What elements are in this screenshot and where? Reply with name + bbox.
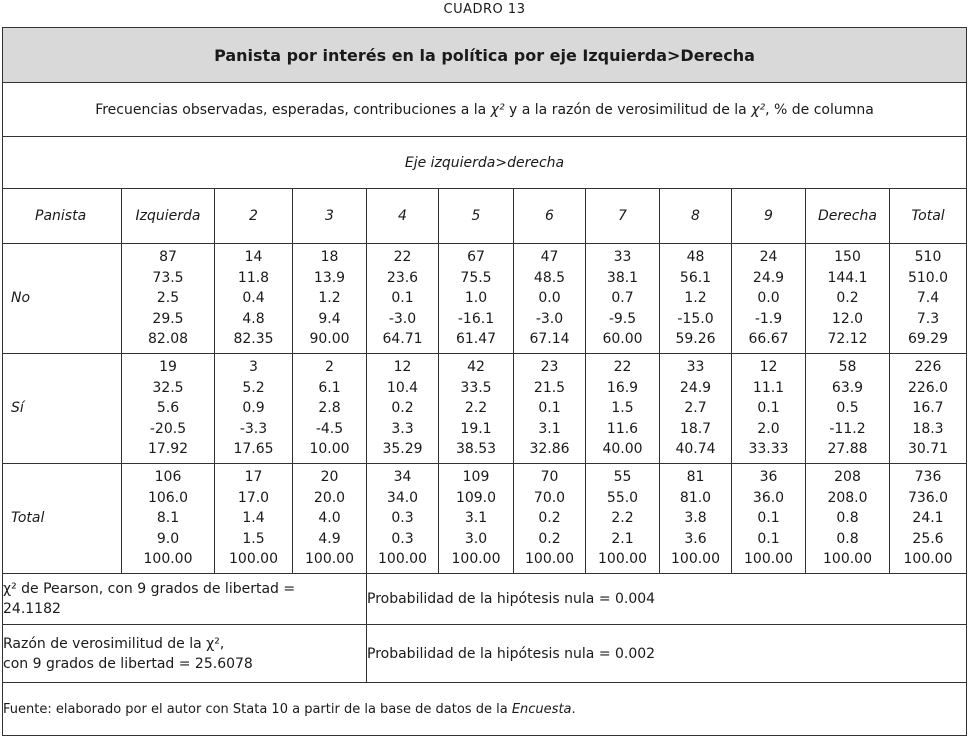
cell-value: 100.00: [903, 551, 953, 568]
table-row: [3, 244, 967, 354]
cell-value: 33: [613, 249, 632, 266]
cell-value: 226.0: [907, 379, 949, 396]
cell-value: -3.3: [239, 420, 268, 437]
cell-value: 1.5: [242, 530, 265, 547]
cell-value: 4.9: [318, 530, 341, 547]
stat-line: Razón de verosimilitud de la χ²,: [3, 635, 225, 652]
cell-value: 56.1: [679, 269, 712, 286]
cell-value: 2.7: [684, 400, 707, 417]
cell-value: 23.6: [386, 269, 419, 286]
cell-value: 0.8: [836, 530, 859, 547]
cell-value: 208.0: [827, 489, 868, 506]
cell-value: -3.0: [388, 310, 417, 327]
cell-value: 38.53: [455, 441, 497, 458]
cell-value: 100.00: [229, 551, 278, 568]
cell-value: 109.0: [455, 489, 497, 506]
cell-value: 12: [759, 359, 778, 376]
column-header: 5: [439, 189, 514, 244]
table-cell: [806, 244, 890, 354]
cell-value: 0.1: [757, 530, 780, 547]
cell-value: 19.1: [460, 420, 492, 437]
cell-value: 66.67: [748, 331, 789, 348]
table-cell: [890, 354, 967, 464]
table-cell: [293, 244, 367, 354]
column-header: 9: [732, 189, 806, 244]
cell-value: 63.9: [831, 379, 864, 396]
column-header: 4: [367, 189, 439, 244]
cell-value: 100.00: [744, 551, 793, 568]
cell-value: 2.2: [464, 400, 488, 417]
table-row: [3, 354, 967, 464]
cell-value: 81: [686, 469, 705, 486]
table-title: Panista por interés en la política por eje Izquierda>Derecha: [3, 28, 967, 83]
cell-value: 75.5: [460, 269, 492, 286]
cell-value: 0.0: [538, 290, 561, 307]
cell-value: 29.5: [152, 310, 184, 327]
cell-value: 106.0: [147, 489, 189, 506]
cell-value: 17.0: [237, 489, 270, 506]
cell-value: 0.2: [538, 510, 561, 527]
cell-value: 82.35: [233, 331, 274, 348]
cell-value: 20: [320, 469, 339, 486]
cell-value: 0.2: [391, 400, 414, 417]
table-cell: [514, 354, 586, 464]
column-header: 7: [586, 189, 660, 244]
cell-value: 40.00: [602, 441, 643, 458]
cell-value: 150: [834, 249, 861, 266]
table-cell: [367, 354, 439, 464]
column-header: 3: [293, 189, 367, 244]
cell-value: 16.9: [606, 379, 639, 396]
cell-value: 18.3: [912, 420, 944, 437]
cell-value: 736: [914, 469, 942, 486]
subtitle-part3: , % de columna: [765, 101, 874, 118]
cell-value: 33.5: [460, 379, 492, 396]
cell-value: 0.0: [757, 290, 780, 307]
cell-value: 24: [759, 249, 778, 266]
cell-value: 24.9: [752, 269, 785, 286]
header-row: [3, 189, 967, 244]
chi-square-symbol: χ²: [490, 101, 505, 118]
cell-value: 32.5: [152, 379, 184, 396]
table-cell: [732, 464, 806, 574]
table-cell: [732, 354, 806, 464]
cell-value: 47: [540, 249, 559, 266]
cell-value: 3.1: [538, 420, 561, 437]
source-note: [3, 683, 967, 736]
table-cell: [367, 464, 439, 574]
cell-value: 64.71: [382, 331, 423, 348]
cell-value: 9.4: [318, 310, 341, 327]
cell-value: 59.26: [675, 331, 716, 348]
cell-value: 22: [393, 249, 412, 266]
cell-value: 87: [159, 249, 177, 266]
table-cell: [215, 354, 293, 464]
cell-value: 60.00: [602, 331, 643, 348]
cell-value: 2.2: [611, 510, 634, 527]
cell-value: 33: [686, 359, 705, 376]
cell-value: 40.74: [675, 441, 716, 458]
cell-value: 3.8: [684, 510, 707, 527]
cell-value: 736.0: [907, 489, 949, 506]
cell-value: 36: [759, 469, 778, 486]
likelihood-ratio-label: [3, 625, 367, 683]
cell-value: 100.00: [143, 551, 193, 568]
subtitle-part2: y a la razón de verosimilitud de la: [509, 101, 747, 118]
cell-value: 0.7: [611, 290, 634, 307]
table-cell: [122, 244, 215, 354]
cell-value: 100.00: [451, 551, 501, 568]
column-header: Total: [890, 189, 967, 244]
table-cell: [732, 244, 806, 354]
cell-value: 7.3: [916, 310, 940, 327]
cell-value: 144.1: [827, 269, 868, 286]
cell-value: 100.00: [305, 551, 354, 568]
cell-value: 3.3: [391, 420, 414, 437]
table-cell: [514, 464, 586, 574]
likelihood-probability: Probabilidad de la hipótesis nula = 0.002: [367, 625, 967, 683]
table-row: [3, 464, 967, 574]
table-cell: [660, 464, 732, 574]
table-cell: [890, 244, 967, 354]
cell-value: 27.88: [827, 441, 868, 458]
cell-value: 25.6: [912, 530, 944, 547]
cell-value: 0.1: [757, 400, 780, 417]
cell-value: 0.5: [836, 400, 859, 417]
table-cell: [890, 464, 967, 574]
table-caption: CUADRO 13: [443, 2, 526, 17]
cell-value: 7.4: [916, 290, 940, 307]
cell-value: -9.5: [608, 310, 637, 327]
source-end: .: [571, 701, 576, 717]
cell-value: 42: [467, 359, 485, 376]
cell-value: 100.00: [671, 551, 720, 568]
table-cell: [660, 354, 732, 464]
cell-value: 106: [154, 469, 182, 486]
cell-value: 226: [914, 359, 942, 376]
cell-value: 2.5: [156, 290, 180, 307]
cell-value: 1.2: [318, 290, 341, 307]
column-header: Panista: [3, 189, 122, 244]
cell-value: 100.00: [378, 551, 427, 568]
cell-value: 2.8: [318, 400, 341, 417]
cell-value: 11.1: [752, 379, 785, 396]
cell-value: 82.08: [147, 331, 189, 348]
cell-value: 0.3: [391, 530, 414, 547]
cell-value: 70: [540, 469, 559, 486]
pearson-chi2-label: [3, 574, 367, 625]
cell-value: 0.1: [757, 510, 780, 527]
cell-value: -3.0: [535, 310, 564, 327]
cell-value: 9.0: [156, 530, 180, 547]
table-cell: [293, 354, 367, 464]
cell-value: 1.0: [464, 290, 488, 307]
table-cell: [367, 244, 439, 354]
cell-value: 100.00: [823, 551, 872, 568]
table-cell: [806, 464, 890, 574]
table-cell: [586, 464, 660, 574]
cell-value: 17: [244, 469, 263, 486]
cell-value: 0.1: [391, 290, 414, 307]
cell-value: 208: [834, 469, 861, 486]
cell-value: 23: [540, 359, 559, 376]
cell-value: 0.2: [538, 530, 561, 547]
table-cell: [439, 354, 514, 464]
subtitle-part1: Frecuencias observadas, esperadas, contribuciones a la: [95, 101, 487, 118]
cell-value: 0.1: [538, 400, 561, 417]
cell-value: 0.4: [242, 290, 265, 307]
cell-value: 48.5: [533, 269, 566, 286]
axis-title: Eje izquierda>derecha: [3, 137, 967, 189]
cell-value: -15.0: [677, 310, 714, 327]
cell-value: 67: [467, 249, 485, 266]
cell-value: 10.00: [309, 441, 350, 458]
table-cell: [293, 464, 367, 574]
cell-value: 24.1: [912, 510, 944, 527]
cell-value: 1.2: [684, 290, 707, 307]
pearson-probability: Probabilidad de la hipótesis nula = 0.004: [367, 574, 967, 625]
cell-value: 6.1: [318, 379, 341, 396]
cell-value: 12.0: [831, 310, 864, 327]
cell-value: 0.9: [242, 400, 265, 417]
cell-value: 38.1: [606, 269, 639, 286]
table-cell: [439, 244, 514, 354]
cell-value: 0.3: [391, 510, 414, 527]
cell-value: 55.0: [606, 489, 639, 506]
stat-line: χ² de Pearson, con 9 grados de libertad =: [3, 581, 296, 597]
cell-value: 4.0: [318, 510, 341, 527]
table-cell: [586, 244, 660, 354]
cell-value: 5.6: [156, 400, 180, 417]
table-cell: [122, 354, 215, 464]
cell-value: 1.4: [242, 510, 265, 527]
table-subtitle: [3, 83, 967, 137]
cell-value: 12: [393, 359, 412, 376]
cell-value: 0.2: [836, 290, 859, 307]
cell-value: 109: [462, 469, 490, 486]
cell-value: -4.5: [315, 420, 344, 437]
chi-square-symbol: χ²: [751, 101, 766, 118]
cell-value: 14: [244, 249, 263, 266]
column-header: 2: [215, 189, 293, 244]
cell-value: -20.5: [149, 420, 187, 437]
cell-value: 11.8: [237, 269, 270, 286]
cell-value: 19: [159, 359, 177, 376]
cell-value: 11.6: [606, 420, 639, 437]
table-cell: [439, 464, 514, 574]
crosstab-table: [2, 27, 967, 736]
row-label: Total: [3, 464, 122, 574]
column-header: 6: [514, 189, 586, 244]
cell-value: 100.00: [598, 551, 647, 568]
cell-value: 55: [613, 469, 632, 486]
cell-value: 61.47: [455, 331, 497, 348]
cell-value: 81.0: [679, 489, 712, 506]
cell-value: 3.6: [684, 530, 707, 547]
stat-line: con 9 grados de libertad = 25.6078: [3, 655, 253, 672]
cell-value: 69.29: [907, 331, 949, 348]
cell-value: 70.0: [533, 489, 566, 506]
cell-value: 24.9: [679, 379, 712, 396]
cell-value: -1.9: [754, 310, 783, 327]
cell-value: 510.0: [907, 269, 949, 286]
source-text: Fuente: elaborado por el autor con Stata 10 a partir de la base de datos de la: [3, 701, 508, 717]
column-header: 8: [660, 189, 732, 244]
cell-value: 510: [914, 249, 942, 266]
cell-value: 0.8: [836, 510, 859, 527]
cell-value: 32.86: [529, 441, 570, 458]
cell-value: 1.5: [611, 400, 634, 417]
cell-value: 3.0: [464, 530, 488, 547]
cell-value: 100.00: [525, 551, 574, 568]
table-cell: [215, 464, 293, 574]
cell-value: 20.0: [313, 489, 346, 506]
row-label: Sí: [3, 354, 122, 464]
table-cell: [215, 244, 293, 354]
cell-value: -16.1: [457, 310, 495, 327]
cell-value: 8.1: [156, 510, 180, 527]
cell-value: 48: [686, 249, 705, 266]
column-header: Izquierda: [122, 189, 215, 244]
cell-value: 17.65: [233, 441, 274, 458]
cell-value: 72.12: [827, 331, 868, 348]
cell-value: 58: [838, 359, 857, 376]
cell-value: 18.7: [679, 420, 712, 437]
cell-value: 36.0: [752, 489, 785, 506]
cell-value: 13.9: [313, 269, 346, 286]
cell-value: 2.1: [611, 530, 634, 547]
stat-line: 24.1182: [3, 601, 61, 617]
table-cell: [660, 244, 732, 354]
column-header: Derecha: [806, 189, 890, 244]
row-label: No: [3, 244, 122, 354]
cell-value: 10.4: [386, 379, 419, 396]
table-cell: [514, 244, 586, 354]
cell-value: 73.5: [152, 269, 184, 286]
cell-value: 4.8: [242, 310, 265, 327]
table-cell: [806, 354, 890, 464]
cell-value: 90.00: [309, 331, 350, 348]
table-cell: [586, 354, 660, 464]
cell-value: 18: [320, 249, 339, 266]
cell-value: -11.2: [829, 420, 866, 437]
cell-value: 5.2: [242, 379, 265, 396]
cell-value: 2.0: [757, 420, 780, 437]
source-italic: Encuesta: [511, 701, 572, 717]
cell-value: 21.5: [533, 379, 566, 396]
cell-value: 67.14: [529, 331, 570, 348]
cell-value: 30.71: [907, 441, 949, 458]
cell-value: 34: [393, 469, 412, 486]
cell-value: 3: [249, 359, 258, 376]
cell-value: 33.33: [748, 441, 789, 458]
cell-value: 2: [325, 359, 334, 376]
cell-value: 35.29: [382, 441, 423, 458]
cell-value: 3.1: [464, 510, 488, 527]
cell-value: 22: [613, 359, 632, 376]
cell-value: 34.0: [386, 489, 419, 506]
cell-value: 17.92: [147, 441, 189, 458]
table-cell: [122, 464, 215, 574]
cell-value: 16.7: [912, 400, 944, 417]
